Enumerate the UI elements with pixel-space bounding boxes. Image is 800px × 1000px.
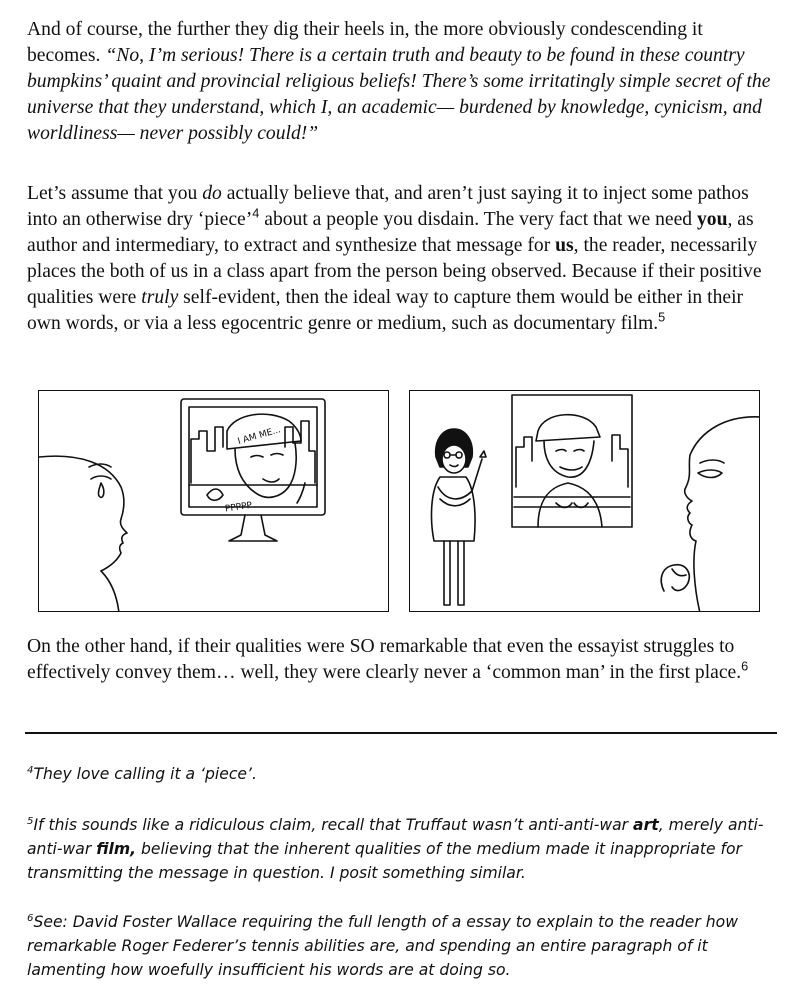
footnote-5-part3: believing that the inherent qualities of the medium made it inappropriate for transmitting the message in question. I posit something similar.: [27, 840, 742, 882]
tv-face-eyes: [251, 454, 283, 458]
footnote-ref-6[interactable]: 6: [741, 658, 749, 674]
portrait-skyline: [516, 435, 628, 487]
tv-lines: [297, 483, 305, 503]
tv-face: [235, 443, 296, 497]
observer-hand: [661, 565, 689, 591]
p2-part1: Let’s assume that you: [27, 183, 203, 204]
footnote-ref-4[interactable]: 4: [252, 205, 260, 221]
p3-text: On the other hand, if their qualities were SO remarkable that even the essayist struggles to effectively convey them… well, they were clearly never a ‘common man’ in the first place.: [27, 636, 742, 683]
comic-panel-tv-viewer: [38, 390, 389, 612]
tv-sound-effect: PPPPP: [224, 500, 253, 515]
footnote-6: [27, 910, 767, 982]
paragraph-assume: [27, 181, 779, 337]
footnote-5-bold-film: film,: [96, 840, 136, 858]
comic-tv-illustration: [39, 391, 389, 612]
tv-caption: I AM ME...: [236, 425, 283, 448]
viewer-head-outline: [39, 456, 127, 612]
paragraph1-quote: “No, I’m serious! There is a certain truth and beauty to be found in these country bumpkins’ quaint and provincial religious beliefs! There’s some irritatingly simple secret of the universe that they understand, which I, an academic— burdened by knowledge, cynicism, and worldliness— never possibly could!”: [27, 45, 771, 144]
p2-em-truly: truly: [141, 287, 179, 308]
p2-part5: , the reader, necessarily places the both of us in a class apart from the person being observed. Because if their positive qualities were: [27, 235, 762, 308]
footnote-5-part2: , merely anti-anti-war: [27, 816, 764, 858]
painter-arms: [438, 487, 472, 506]
painter-face: [442, 445, 466, 473]
tv-hand: [207, 489, 223, 500]
footnote-ref-5[interactable]: 5: [658, 309, 666, 325]
footnote-4: [27, 762, 767, 786]
observer-fingers: [672, 569, 686, 576]
p2-part3: about a people you disdain. The very fact that we need: [259, 209, 697, 230]
footnote-4-marker: 4: [27, 764, 34, 776]
p2-part4: , as author and intermediary, to extract and synthesize that message for: [27, 209, 754, 256]
painter-legs: [444, 541, 464, 605]
observer-head-outline: [685, 417, 760, 612]
footnote-5-marker: 5: [27, 815, 34, 827]
viewer-eye: [91, 476, 111, 479]
p2-bold-you: you: [696, 209, 728, 230]
comic-panel-painter: [409, 390, 760, 612]
footnote-5-bold-art: art: [633, 816, 659, 834]
p2-part2: actually believe that, and aren’t just saying it to inject some pathos into an otherwise dry ‘piece’: [27, 183, 749, 230]
footnote-5-part1: If this sounds like a ridiculous claim, recall that Truffaut wasn’t anti-anti-war: [33, 816, 634, 834]
footnote-6-text: See: David Foster Wallace requiring the full length of a essay to explain to the reader how remarkable Roger Federer’s tennis abilities are, and spending an entire paragraph of it lamenting how woefully insufficient his words are at doing so.: [27, 913, 738, 979]
footnote-divider: [25, 732, 777, 734]
tv-stand: [229, 515, 277, 541]
p2-em-do: do: [202, 183, 222, 204]
portrait-features: [556, 450, 584, 471]
p2-part6: self-evident, then the ideal way to capture them would be either in their own words, or via a less egocentric genre or medium, such as documentary film.: [27, 287, 744, 334]
paragraph1-lead: And of course, the further they dig their heels in, the more obviously condescending it becomes.: [27, 19, 703, 66]
portrait-face: [544, 441, 594, 477]
paragraph-condescending: [27, 17, 779, 147]
comic-painter-illustration: [410, 391, 760, 612]
footnote-5: [27, 813, 767, 885]
observer-brow: [700, 460, 724, 463]
portrait-cap: [536, 415, 600, 441]
footnote-4-text: They love calling it a ‘piece’.: [33, 765, 257, 783]
viewer-tear: [98, 483, 103, 497]
painter-brush: [472, 451, 486, 491]
portrait-water: [514, 497, 630, 507]
p2-bold-us: us: [555, 235, 574, 256]
observer-eye: [698, 470, 722, 478]
tv-face-mouth: [263, 479, 279, 482]
footnote-6-marker: 6: [27, 912, 34, 924]
paragraph-other-hand: [27, 634, 779, 686]
